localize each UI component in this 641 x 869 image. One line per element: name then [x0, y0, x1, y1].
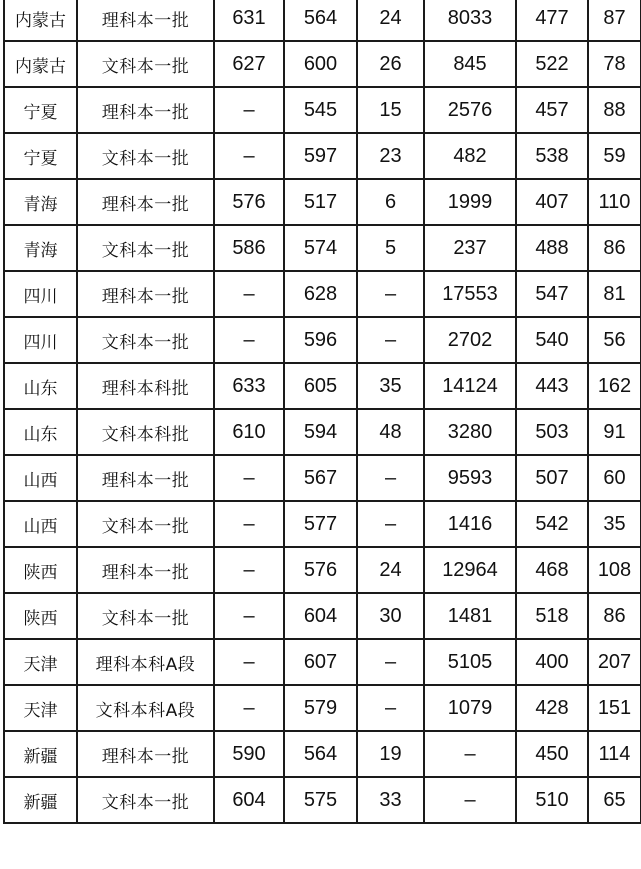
col4-cell: 845 [424, 41, 516, 87]
col5-cell: 503 [516, 409, 588, 455]
col4-cell: 482 [424, 133, 516, 179]
batch-cell: 文科本一批 [77, 41, 214, 87]
table-row [4, 777, 641, 823]
batch-cell: 理科本科批 [77, 363, 214, 409]
col2-cell: 600 [284, 41, 357, 87]
col4-cell: 1999 [424, 179, 516, 225]
province-cell: 新疆 [4, 731, 77, 777]
col4-cell: 8033 [424, 0, 516, 41]
col6-cell: 114 [588, 731, 641, 777]
table-row [4, 501, 641, 547]
province-cell: 天津 [4, 685, 77, 731]
col4-cell: 1079 [424, 685, 516, 731]
col1-cell: – [214, 271, 284, 317]
col1-cell: – [214, 87, 284, 133]
col4-cell: 237 [424, 225, 516, 271]
batch-cell: 理科本科A段 [77, 639, 214, 685]
batch-cell: 理科本一批 [77, 87, 214, 133]
batch-cell: 理科本一批 [77, 0, 214, 41]
table-row [4, 41, 641, 87]
col6-cell: 86 [588, 225, 641, 271]
col6-cell: 59 [588, 133, 641, 179]
col3-cell: 30 [357, 593, 424, 639]
batch-cell: 文科本科A段 [77, 685, 214, 731]
batch-cell: 理科本一批 [77, 547, 214, 593]
col1-cell: 604 [214, 777, 284, 823]
col6-cell: 207 [588, 639, 641, 685]
col1-cell: – [214, 547, 284, 593]
batch-cell: 理科本一批 [77, 455, 214, 501]
col3-cell: – [357, 455, 424, 501]
col1-cell: 631 [214, 0, 284, 41]
batch-cell: 文科本一批 [77, 593, 214, 639]
col3-cell: 33 [357, 777, 424, 823]
col6-cell: 60 [588, 455, 641, 501]
col1-cell: 586 [214, 225, 284, 271]
province-cell: 宁夏 [4, 87, 77, 133]
col1-cell: – [214, 317, 284, 363]
table-row [4, 547, 641, 593]
col6-cell: 87 [588, 0, 641, 41]
col5-cell: 510 [516, 777, 588, 823]
batch-cell: 文科本一批 [77, 317, 214, 363]
col3-cell: 23 [357, 133, 424, 179]
col4-cell: 1481 [424, 593, 516, 639]
batch-cell: 文科本一批 [77, 501, 214, 547]
col5-cell: 547 [516, 271, 588, 317]
batch-cell: 理科本一批 [77, 271, 214, 317]
col6-cell: 35 [588, 501, 641, 547]
col2-cell: 607 [284, 639, 357, 685]
col4-cell: 12964 [424, 547, 516, 593]
table-row [4, 225, 641, 271]
col3-cell: 48 [357, 409, 424, 455]
table-row [4, 731, 641, 777]
score-table [3, 0, 641, 824]
col2-cell: 597 [284, 133, 357, 179]
col6-cell: 88 [588, 87, 641, 133]
col6-cell: 86 [588, 593, 641, 639]
col3-cell: – [357, 501, 424, 547]
batch-cell: 文科本一批 [77, 133, 214, 179]
col5-cell: 488 [516, 225, 588, 271]
col3-cell: – [357, 685, 424, 731]
province-cell: 内蒙古 [4, 0, 77, 41]
province-cell: 宁夏 [4, 133, 77, 179]
col6-cell: 110 [588, 179, 641, 225]
col4-cell: 9593 [424, 455, 516, 501]
province-cell: 陕西 [4, 593, 77, 639]
table-row [4, 0, 641, 41]
col2-cell: 604 [284, 593, 357, 639]
col6-cell: 56 [588, 317, 641, 363]
col6-cell: 108 [588, 547, 641, 593]
col2-cell: 579 [284, 685, 357, 731]
province-cell: 陕西 [4, 547, 77, 593]
col3-cell: 19 [357, 731, 424, 777]
batch-cell: 文科本一批 [77, 225, 214, 271]
col4-cell: 3280 [424, 409, 516, 455]
col4-cell: 17553 [424, 271, 516, 317]
col4-cell: 2576 [424, 87, 516, 133]
col1-cell: – [214, 455, 284, 501]
col6-cell: 65 [588, 777, 641, 823]
col5-cell: 540 [516, 317, 588, 363]
province-cell: 天津 [4, 639, 77, 685]
col2-cell: 567 [284, 455, 357, 501]
col3-cell: – [357, 317, 424, 363]
col2-cell: 564 [284, 731, 357, 777]
table-row [4, 363, 641, 409]
col5-cell: 450 [516, 731, 588, 777]
col5-cell: 428 [516, 685, 588, 731]
col2-cell: 628 [284, 271, 357, 317]
col6-cell: 78 [588, 41, 641, 87]
table-row [4, 87, 641, 133]
col5-cell: 507 [516, 455, 588, 501]
table-row [4, 455, 641, 501]
province-cell: 山西 [4, 455, 77, 501]
col6-cell: 151 [588, 685, 641, 731]
col4-cell: – [424, 731, 516, 777]
province-cell: 山东 [4, 409, 77, 455]
province-cell: 山东 [4, 363, 77, 409]
col4-cell: 2702 [424, 317, 516, 363]
table-row [4, 409, 641, 455]
batch-cell: 文科本科批 [77, 409, 214, 455]
col1-cell: – [214, 639, 284, 685]
table-row [4, 133, 641, 179]
col5-cell: 538 [516, 133, 588, 179]
col5-cell: 443 [516, 363, 588, 409]
table-row [4, 271, 641, 317]
col1-cell: 590 [214, 731, 284, 777]
province-cell: 四川 [4, 271, 77, 317]
col1-cell: 633 [214, 363, 284, 409]
col3-cell: – [357, 271, 424, 317]
batch-cell: 理科本一批 [77, 731, 214, 777]
col3-cell: 35 [357, 363, 424, 409]
col5-cell: 407 [516, 179, 588, 225]
col1-cell: – [214, 133, 284, 179]
col1-cell: – [214, 593, 284, 639]
batch-cell: 理科本一批 [77, 179, 214, 225]
col2-cell: 576 [284, 547, 357, 593]
col3-cell: 24 [357, 0, 424, 41]
col6-cell: 81 [588, 271, 641, 317]
col1-cell: 610 [214, 409, 284, 455]
col4-cell: 14124 [424, 363, 516, 409]
province-cell: 内蒙古 [4, 41, 77, 87]
province-cell: 四川 [4, 317, 77, 363]
col2-cell: 605 [284, 363, 357, 409]
col2-cell: 596 [284, 317, 357, 363]
province-cell: 山西 [4, 501, 77, 547]
col4-cell: 5105 [424, 639, 516, 685]
col1-cell: – [214, 501, 284, 547]
col1-cell: 576 [214, 179, 284, 225]
col5-cell: 468 [516, 547, 588, 593]
table-row [4, 685, 641, 731]
col3-cell: 26 [357, 41, 424, 87]
col3-cell: 6 [357, 179, 424, 225]
col2-cell: 577 [284, 501, 357, 547]
col2-cell: 594 [284, 409, 357, 455]
table-row [4, 317, 641, 363]
col2-cell: 545 [284, 87, 357, 133]
col4-cell: – [424, 777, 516, 823]
col5-cell: 457 [516, 87, 588, 133]
col3-cell: 15 [357, 87, 424, 133]
col2-cell: 575 [284, 777, 357, 823]
table-row [4, 179, 641, 225]
table-body [4, 0, 641, 823]
col1-cell: – [214, 685, 284, 731]
province-cell: 青海 [4, 179, 77, 225]
col5-cell: 522 [516, 41, 588, 87]
col6-cell: 162 [588, 363, 641, 409]
col4-cell: 1416 [424, 501, 516, 547]
col3-cell: – [357, 639, 424, 685]
col2-cell: 517 [284, 179, 357, 225]
col5-cell: 400 [516, 639, 588, 685]
table-row [4, 639, 641, 685]
col2-cell: 574 [284, 225, 357, 271]
table-row [4, 593, 641, 639]
col5-cell: 518 [516, 593, 588, 639]
col3-cell: 5 [357, 225, 424, 271]
col3-cell: 24 [357, 547, 424, 593]
col1-cell: 627 [214, 41, 284, 87]
col5-cell: 542 [516, 501, 588, 547]
province-cell: 新疆 [4, 777, 77, 823]
col2-cell: 564 [284, 0, 357, 41]
batch-cell: 文科本一批 [77, 777, 214, 823]
col6-cell: 91 [588, 409, 641, 455]
province-cell: 青海 [4, 225, 77, 271]
col5-cell: 477 [516, 0, 588, 41]
